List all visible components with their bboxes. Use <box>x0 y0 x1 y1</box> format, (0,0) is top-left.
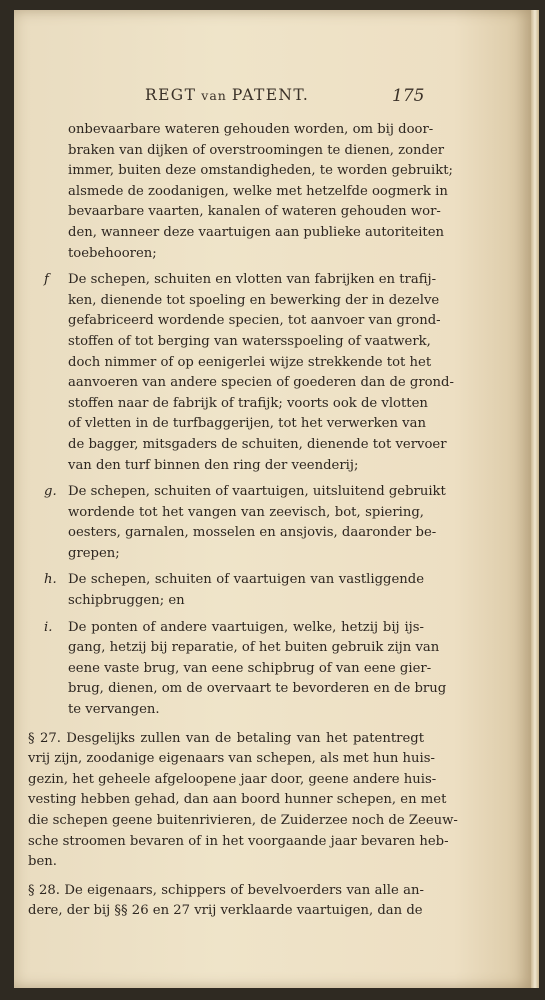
text-line: de bagger, mitsgaders de schuiten, dienende tot vervoer <box>68 436 447 452</box>
text-line: toebehooren; <box>68 245 157 261</box>
running-head-small: van <box>196 88 232 103</box>
text-line: doch nimmer of op eenigerlei wijze strekkende tot het <box>68 354 432 370</box>
text-line: schipbruggen; en <box>68 593 185 609</box>
text-line: ben. <box>28 854 57 870</box>
text-line: vesting hebben gehad, dan aan boord hunner schepen, en met <box>28 792 447 808</box>
text-line: gang, hetzij bij reparatie, of het buiten gebruik zijn van <box>68 640 440 656</box>
text-line: gefabriceerd wordende specien, tot aanvoer van grond- <box>68 313 441 329</box>
body-text <box>28 120 458 928</box>
text-line: brug, dienen, om de overvaart te bevorderen en de brug <box>68 681 447 697</box>
section-paragraphs <box>28 729 458 922</box>
text-line: De schepen, schuiten en vlotten van fabrijken en trafij- <box>68 272 437 288</box>
running-head-end: PATENT. <box>231 86 310 104</box>
text-line: van den turf binnen den ring der veenderij; <box>68 457 359 473</box>
list-item <box>28 270 454 476</box>
list-item <box>28 618 447 721</box>
text-line: dere, der bij §§ 26 en 27 vrij verklaarde vaartuigen, dan de <box>28 903 423 919</box>
text-line: De ponten of andere vaartuigen, welke, hetzij bij ijs- <box>68 619 424 635</box>
text-line: § 28. De eigenaars, schippers of bevelvoerders van alle an- <box>28 882 424 898</box>
text-line: den, wanneer deze vaartuigen aan publieke autoriteiten <box>68 224 445 240</box>
item-marker: g. <box>44 484 57 500</box>
list-item <box>28 482 446 564</box>
running-head-main: REGT <box>145 86 197 104</box>
enumerated-items <box>28 270 454 720</box>
text-line: oesters, garnalen, mosselen en ansjovis, daaronder be- <box>68 525 437 541</box>
text-line: De schepen, schuiten of vaartuigen, uitsluitend gebruikt <box>68 484 446 500</box>
text-line: stoffen of tot berging van watersspoeling of vaatwerk, <box>68 333 431 349</box>
text-line: gezin, het geheele afgeloopene jaar door, geene andere huis- <box>28 771 437 787</box>
item-marker: i. <box>44 619 53 635</box>
text-line: onbevaarbare wateren gehouden worden, om bij door- <box>68 122 434 137</box>
text-line: vrij zijn, zoodanige eigenaars van schepen, als met hun huis- <box>28 751 435 767</box>
text-line: alsmede de zoodanigen, welke met hetzelfde oogmerk in <box>68 183 448 199</box>
text-line: braken van dijken of overstroomingen te dienen, zonder <box>68 142 445 158</box>
text-line: te vervangen. <box>68 702 160 718</box>
text-line: of vletten in de turfbaggerijen, tot het verwerken van <box>68 416 426 432</box>
text-line: De schepen, schuiten of vaartuigen van vastliggende <box>68 572 424 588</box>
text-line: § 27. Desgelijks zullen van de betaling van het patentregt <box>28 730 424 746</box>
text-line: eene vaste brug, van eene schipbrug of van eene gier- <box>68 660 432 676</box>
running-head-title <box>145 86 309 104</box>
page-edge <box>531 10 539 988</box>
list-item <box>28 570 424 611</box>
continuation-block <box>28 120 453 264</box>
page-number: 175 <box>392 86 425 106</box>
running-header <box>0 86 545 110</box>
text-line: sche stroomen bevaren of in het voorgaande jaar bevaren heb- <box>28 833 449 849</box>
text-line: aanvoeren van andere specien of goederen dan de grond- <box>68 375 454 391</box>
item-marker: f <box>44 272 49 288</box>
section-paragraph <box>28 881 424 922</box>
text-line: immer, buiten deze omstandigheden, te worden gebruikt; <box>68 163 453 179</box>
section-paragraph <box>28 729 458 873</box>
text-line: ken, dienende tot spoeling en bewerking der in dezelve <box>68 292 440 308</box>
text-line: bevaarbare vaarten, kanalen of wateren gehouden wor- <box>68 204 441 220</box>
item-marker: h. <box>44 572 57 588</box>
text-line: wordende tot het vangen van zeevisch, bot, spiering, <box>68 504 424 520</box>
text-line: stoffen naar de fabrijk of trafijk; voorts ook de vlotten <box>68 395 428 411</box>
text-line: die schepen geene buitenrivieren, de Zuiderzee noch de Zeeuw- <box>28 813 458 828</box>
text-line: grepen; <box>68 545 120 561</box>
